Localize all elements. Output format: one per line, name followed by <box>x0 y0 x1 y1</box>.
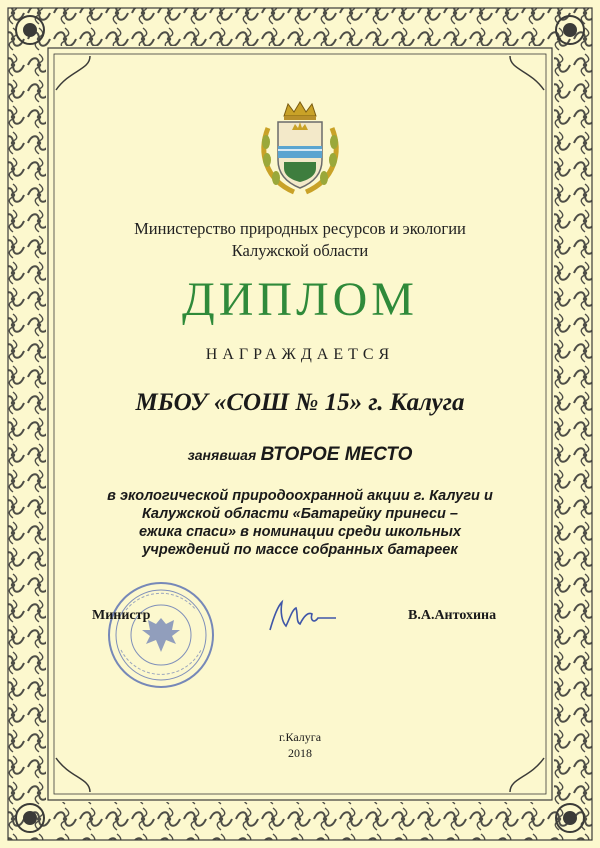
description-line: ежика спаси» в номинации среди школьных <box>139 524 461 540</box>
signature-position: Министр <box>92 608 151 623</box>
description-line: в экологической природоохранной акции г. Калуги и <box>107 488 493 504</box>
place-prefix: занявшая <box>187 447 257 463</box>
signatory-name: В.А.Антохина <box>408 608 497 623</box>
ministry-name-line2: Калужской области <box>231 241 369 260</box>
official-stamp <box>106 580 216 690</box>
ministry-name-line1: Министерство природных ресурсов и экологии <box>134 219 466 238</box>
place-title: ВТОРОЕ МЕСТО <box>260 444 413 465</box>
handwritten-signature <box>262 596 342 636</box>
award-description <box>60 487 540 559</box>
issue-year: 2018 <box>288 746 312 760</box>
issue-city: г.Калуга <box>278 730 322 744</box>
coat-of-arms-emblem <box>254 98 346 198</box>
place-line <box>0 444 600 466</box>
awarded-heading: НАГРАЖДАЕТСЯ <box>205 346 395 363</box>
description-line: учреждений по массе собранных батареек <box>142 542 458 558</box>
diploma-title: ДИПЛОМ <box>182 273 418 326</box>
recipient-name: МБОУ «СОШ № 15» г. Калуга <box>135 389 465 416</box>
description-line: Калужской области «Батарейку принеси – <box>142 506 458 522</box>
